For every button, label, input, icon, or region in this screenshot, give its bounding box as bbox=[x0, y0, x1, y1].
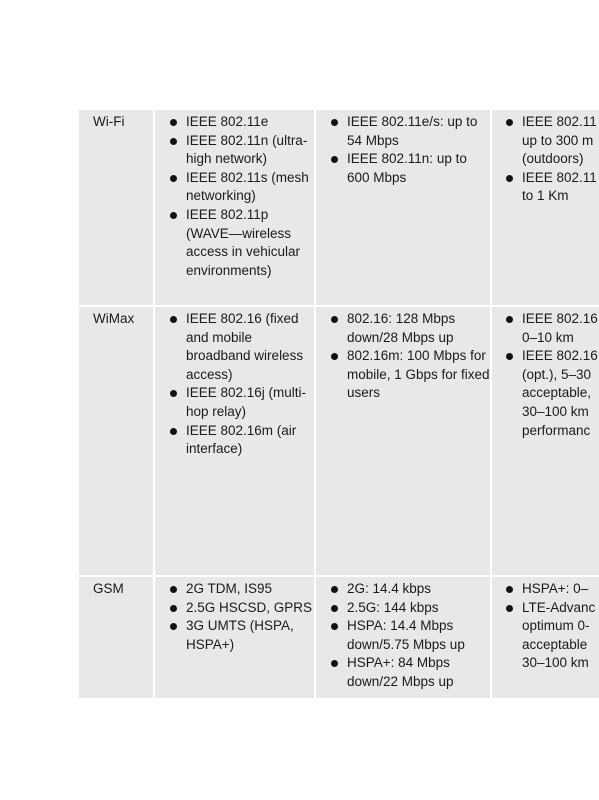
list-item: 3G UMTS (HSPA, HSPA+) bbox=[186, 617, 314, 654]
cell-range-wifi bbox=[491, 110, 599, 306]
standards-list-wimax bbox=[155, 310, 314, 459]
list-item: 2.5G: 144 kbps bbox=[347, 599, 490, 618]
list-item: IEEE 802.11e/s: up to 54 Mbps bbox=[347, 113, 490, 150]
row-label-wimax: WiMax bbox=[79, 306, 154, 576]
list-item: HSPA+: 0– bbox=[522, 580, 599, 599]
data-rates-list-wifi bbox=[316, 113, 490, 187]
list-item: HSPA+: 84 Mbps down/22 Mbps up bbox=[347, 654, 490, 691]
cell-standards-gsm bbox=[154, 576, 315, 699]
list-item: IEEE 802.11p (WAVE—wireless access in vehicular environments) bbox=[186, 206, 314, 280]
cell-data-rates-wimax bbox=[315, 306, 491, 576]
cell-range-wimax bbox=[491, 306, 599, 576]
wireless-standards-table bbox=[79, 110, 599, 700]
table-row-wimax bbox=[79, 306, 599, 576]
list-item: 2G TDM, IS95 bbox=[186, 580, 314, 599]
cell-data-rates-gsm bbox=[315, 576, 491, 699]
table-row-gsm bbox=[79, 576, 599, 699]
table-row-wifi bbox=[79, 110, 599, 306]
row-label-gsm: GSM bbox=[79, 576, 154, 699]
range-list-gsm bbox=[492, 580, 599, 673]
data-rates-list-wimax bbox=[316, 310, 490, 403]
list-item: 802.16m: 100 Mbps for mobile, 1 Gbps for fixed users bbox=[347, 347, 490, 403]
list-item: IEEE 802.16 0–10 km bbox=[522, 310, 599, 347]
cell-data-rates-wifi bbox=[315, 110, 491, 306]
list-item: 2.5G HSCSD, GPRS bbox=[186, 599, 314, 618]
standards-list-gsm bbox=[155, 580, 314, 654]
list-item: IEEE 802.16 (fixed and mobile broadband wireless access) bbox=[186, 310, 314, 384]
list-item: HSPA: 14.4 Mbps down/5.75 Mbps up bbox=[347, 617, 490, 654]
row-label-wifi: Wi-Fi bbox=[79, 110, 154, 306]
list-item: IEEE 802.11 to 1 Km bbox=[522, 169, 599, 206]
standards-list-wifi bbox=[155, 113, 314, 280]
list-item: IEEE 802.16j (multi-hop relay) bbox=[186, 384, 314, 421]
list-item: IEEE 802.16m (air interface) bbox=[186, 422, 314, 459]
data-rates-list-gsm bbox=[316, 580, 490, 692]
list-item: LTE-Advanc optimum 0- acceptable 30–100 km bbox=[522, 599, 599, 673]
list-item: IEEE 802.16 (opt.), 5–30 acceptable, 30–100 km performanc bbox=[522, 347, 599, 440]
list-item: IEEE 802.11n (ultra-high network) bbox=[186, 132, 314, 169]
list-item: IEEE 802.11s (mesh networking) bbox=[186, 169, 314, 206]
list-item: 802.16: 128 Mbps down/28 Mbps up bbox=[347, 310, 490, 347]
range-list-wifi bbox=[492, 113, 599, 206]
list-item: IEEE 802.11n: up to 600 Mbps bbox=[347, 150, 490, 187]
range-list-wimax bbox=[492, 310, 599, 440]
list-item: 2G: 14.4 kbps bbox=[347, 580, 490, 599]
list-item: IEEE 802.11 up to 300 m (outdoors) bbox=[522, 113, 599, 169]
cell-standards-wifi bbox=[154, 110, 315, 306]
list-item: IEEE 802.11e bbox=[186, 113, 314, 132]
cell-standards-wimax bbox=[154, 306, 315, 576]
cell-range-gsm bbox=[491, 576, 599, 699]
